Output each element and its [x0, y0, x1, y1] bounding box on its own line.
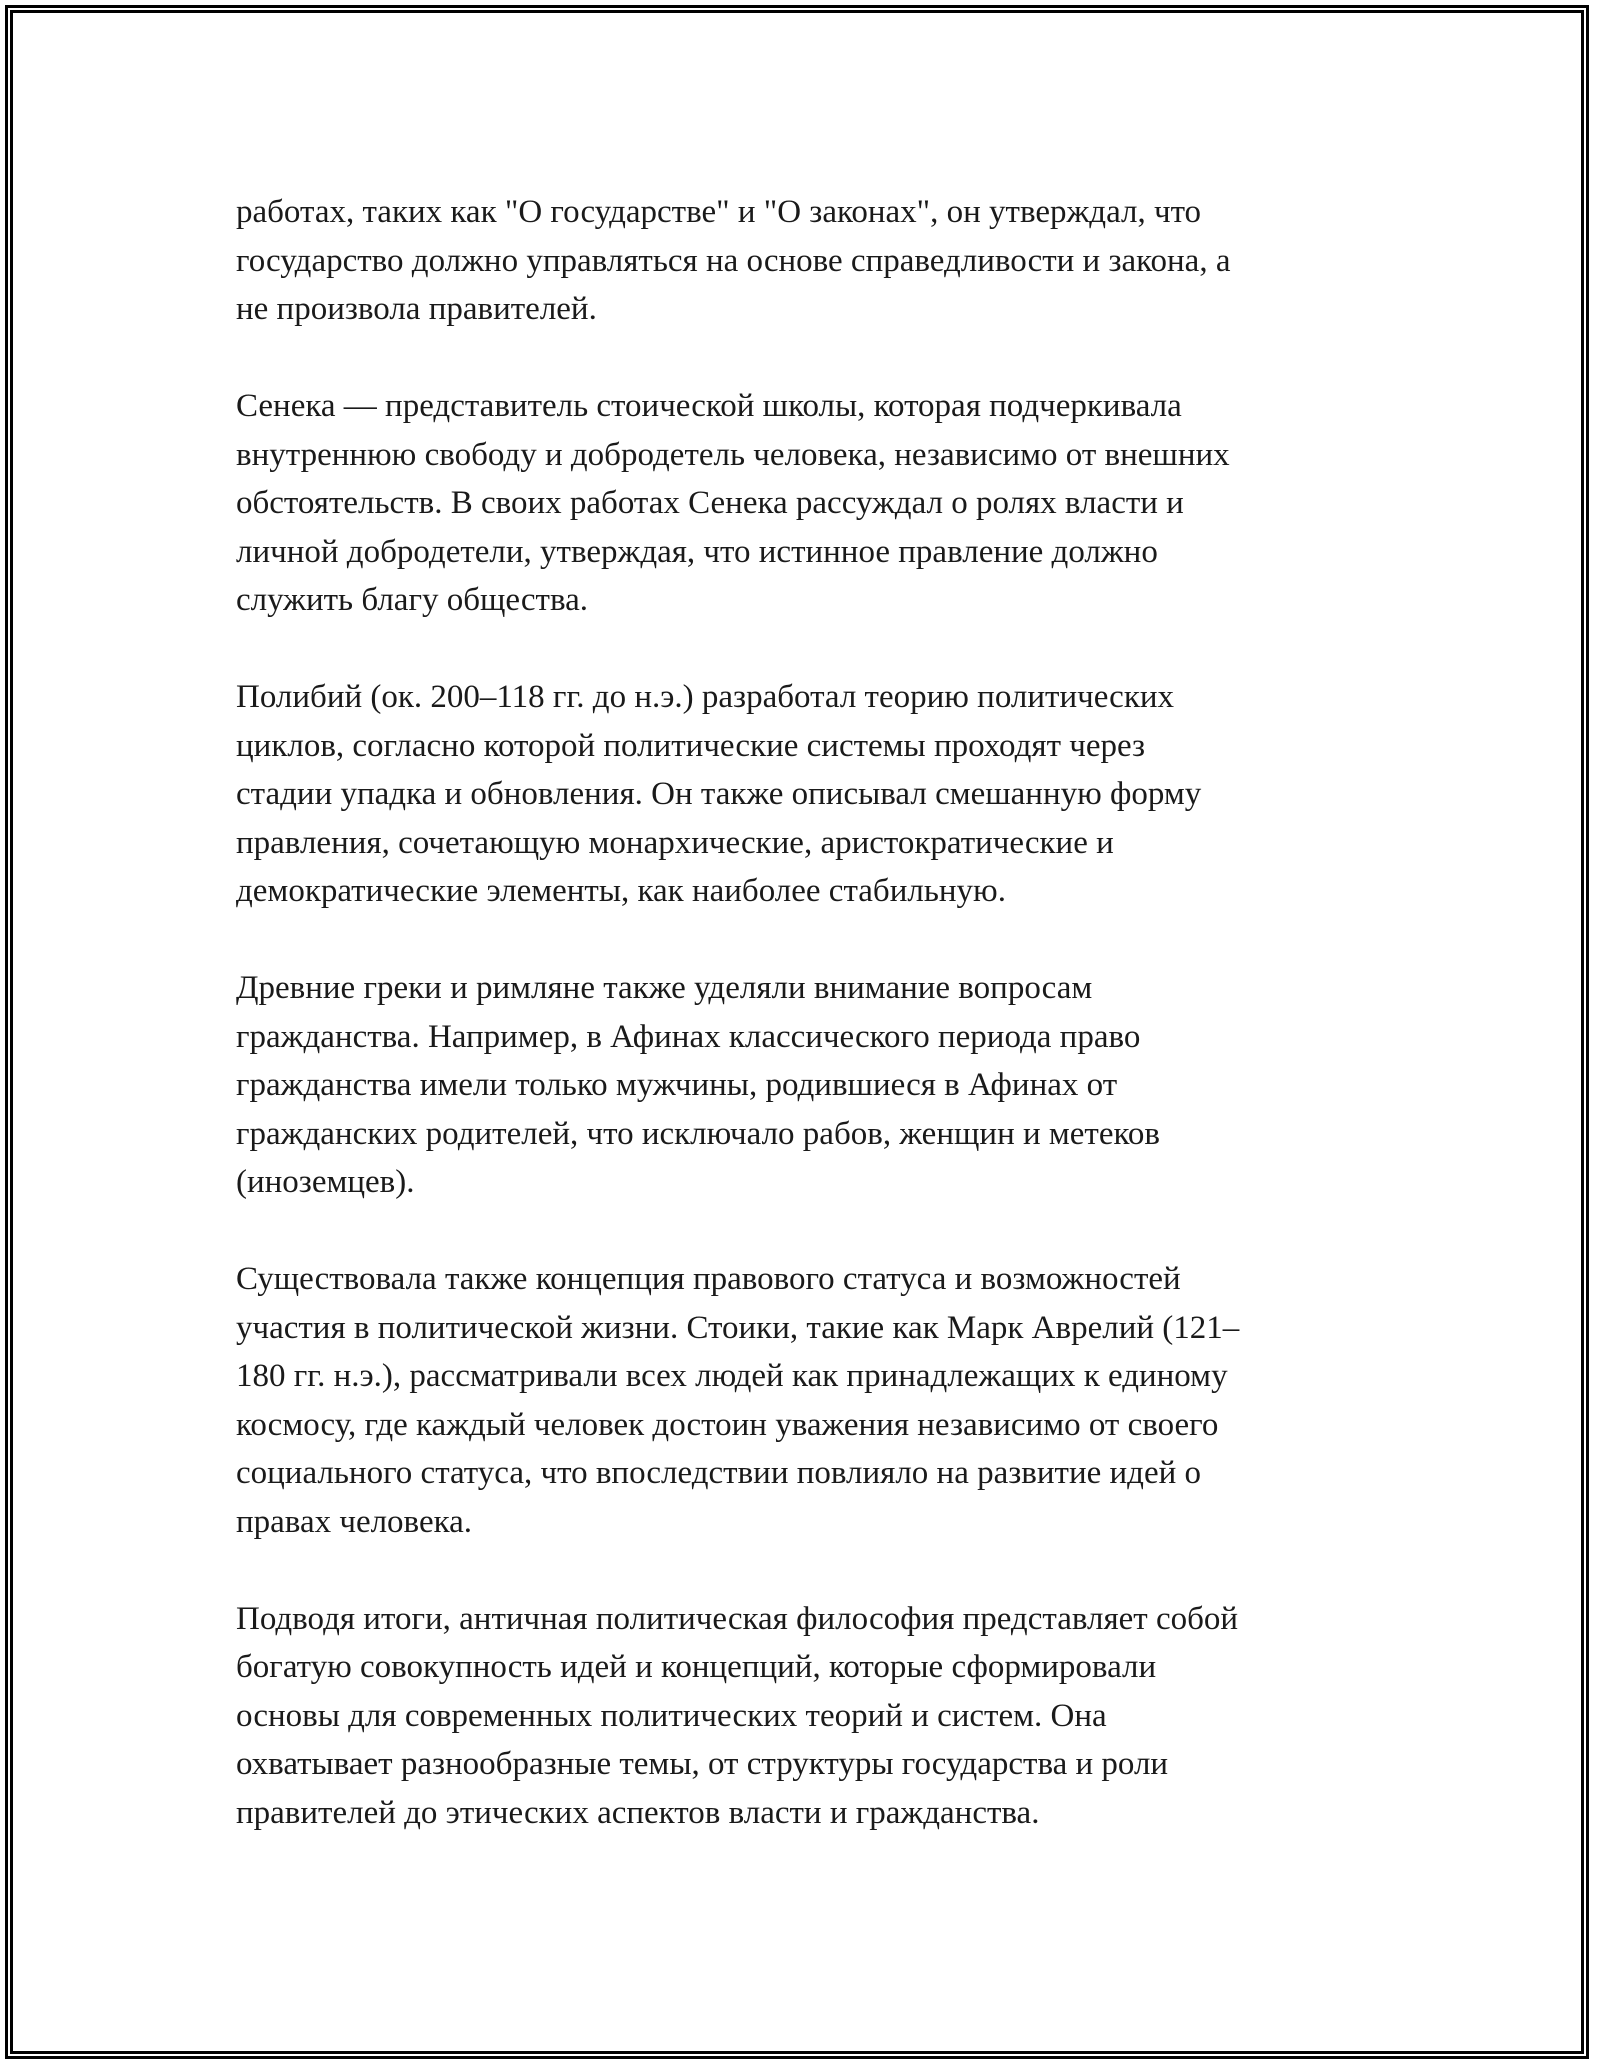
text-line: Существовала также концепция правового статуса и возможностей [236, 1261, 1181, 1297]
text-line: Сенека — представитель стоической школы, которая подчеркивала [236, 388, 1182, 424]
paragraph-legal-status [236, 1255, 1366, 1546]
text-line: Древние греки и римляне также уделяли внимание вопросам [236, 970, 1093, 1006]
text-line: Полибий (ок. 200–118 гг. до н.э.) разработал теорию политических [236, 679, 1175, 715]
text-line: служить благу общества. [236, 582, 589, 618]
text-line: правителей до этических аспектов власти и гражданства. [236, 1794, 1040, 1831]
text-line: гражданства имели только мужчины, родившиеся в Афинах от [236, 1067, 1118, 1103]
text-line: гражданских родителей, что исключало рабов, женщин и метеков [236, 1115, 1160, 1152]
text-line: богатую совокупность идей и концепций, которые сформировали [236, 1649, 1157, 1685]
text-line: 180 гг. н.э.), рассматривали всех людей как принадлежащих к единому [236, 1358, 1228, 1394]
text-line: внутреннюю свободу и добродетель человека, независимо от внешних [236, 436, 1230, 473]
text-line: Подводя итоги, античная политическая философия представляет собой [236, 1600, 1239, 1637]
text-line: государство должно управляться на основе справедливости и закона, а [236, 242, 1231, 279]
text-line: правах человека. [236, 1503, 473, 1540]
text-line: стадии упадка и обновления. Он также описывал смешанную форму [236, 776, 1202, 812]
text-line: социального статуса, что впоследствии повлияло на развитие идей о [236, 1455, 1202, 1491]
text-line: личной добродетели, утверждая, что истинное правление должно [236, 533, 1158, 570]
text-line: участия в политической жизни. Стоики, такие как Марк Аврелий (121– [236, 1309, 1240, 1346]
text-line: демократические элементы, как наиболее стабильную. [236, 873, 1006, 909]
text-line: правления, сочетающую монархические, аристократические и [236, 824, 1114, 861]
text-line: космосу, где каждый человек достоин уважения независимо от своего [236, 1406, 1219, 1443]
text-line: не произвола правителей. [236, 291, 597, 327]
text-line: работах, таких как "О государстве" и "О законах", он утверждал, что [236, 194, 1202, 230]
paragraph-seneca [236, 382, 1366, 625]
text-line: циклов, согласно которой политические системы проходят через [236, 727, 1146, 764]
paragraph-conclusion [236, 1595, 1366, 1838]
document-body [236, 188, 1366, 1886]
paragraph-polybius [236, 673, 1366, 916]
paragraph-citizenship [236, 964, 1366, 1207]
text-line: охватывает разнообразные темы, от структуры государства и роли [236, 1746, 1169, 1782]
text-line: основы для современных политических теорий и систем. Она [236, 1697, 1107, 1734]
paragraph-plato-works [236, 188, 1366, 334]
text-line: обстоятельств. В своих работах Сенека рассуждал о ролях власти и [236, 485, 1184, 521]
text-line: гражданства. Например, в Афинах классического периода право [236, 1018, 1141, 1055]
text-line: (иноземцев). [236, 1164, 415, 1200]
